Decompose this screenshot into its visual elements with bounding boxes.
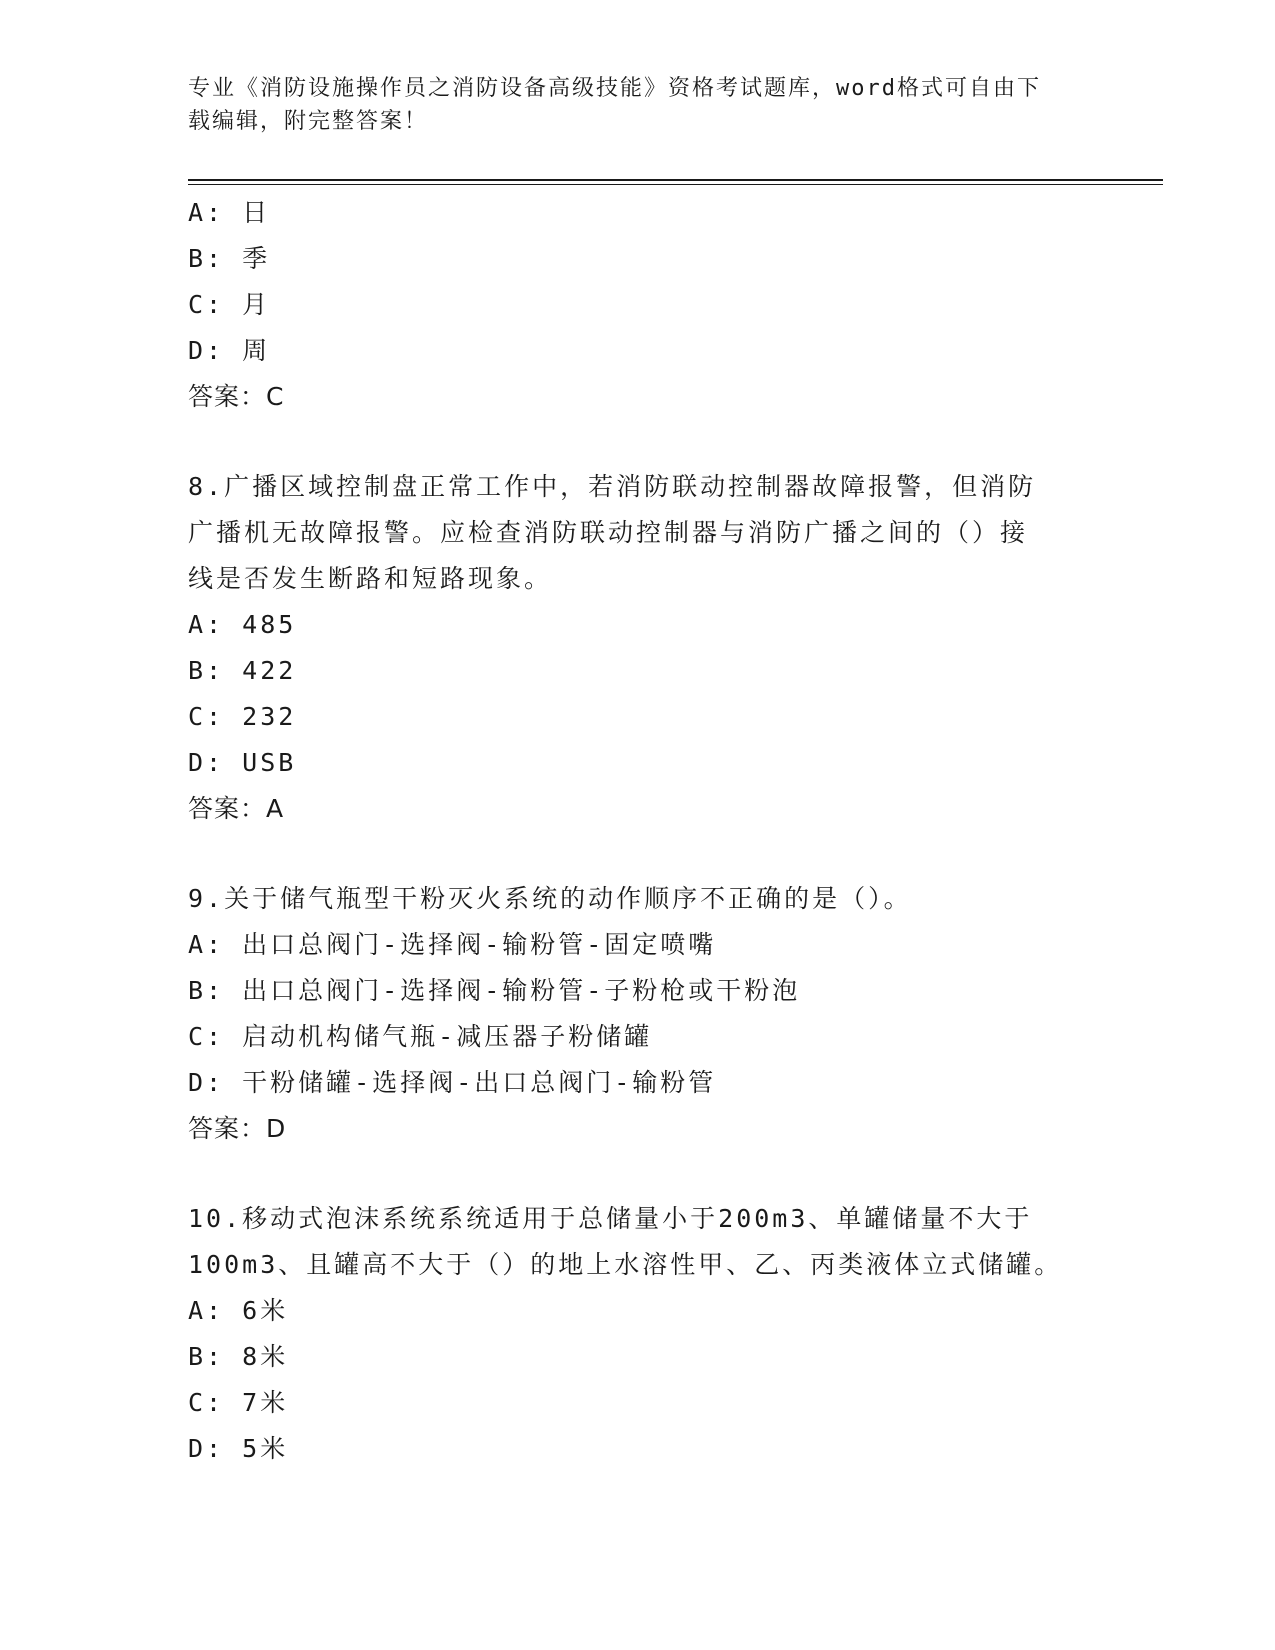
option-b: B: 8米 — [188, 1342, 289, 1371]
option-a: A: 6米 — [188, 1296, 289, 1325]
option-a: A: 485 — [188, 610, 297, 639]
question-text-line: 线是否发生断路和短路现象。 — [188, 564, 553, 593]
answer: 答案：D — [188, 1114, 287, 1143]
option-d: D: USB — [188, 748, 297, 777]
header-line-1: 专业《消防设施操作员之消防设备高级技能》资格考试题库，word格式可自由下 — [188, 76, 1041, 101]
header-divider-thick — [188, 179, 1163, 181]
spacer — [188, 832, 1068, 876]
question-7-partial — [188, 190, 1068, 420]
header-line-2: 载编辑，附完整答案！ — [188, 109, 429, 134]
question-text-line: 8.广播区域控制盘正常工作中，若消防联动控制器故障报警，但消防 — [188, 472, 1037, 501]
question-9 — [188, 876, 1068, 1152]
question-10 — [188, 1196, 1068, 1472]
option-a: A: 出口总阀门-选择阀-输粉管-固定喷嘴 — [188, 930, 717, 959]
document-header — [188, 72, 1068, 138]
question-text-line: 10.移动式泡沫系统系统适用于总储量小于200m3、单罐储量不大于 — [188, 1204, 1033, 1233]
answer: 答案：A — [188, 794, 285, 823]
spacer — [188, 420, 1068, 464]
option-d: D: 干粉储罐-选择阀-出口总阀门-输粉管 — [188, 1068, 717, 1097]
spacer — [188, 1152, 1068, 1196]
option-c: C: 7米 — [188, 1388, 289, 1417]
option-c: C: 启动机构储气瓶-减压器子粉储罐 — [188, 1022, 653, 1051]
option-d: D: 周 — [188, 336, 271, 365]
answer: 答案：C — [188, 382, 285, 411]
header-divider-thin — [188, 184, 1163, 185]
option-b: B: 出口总阀门-选择阀-输粉管-子粉枪或干粉泡 — [188, 976, 801, 1005]
option-b: B: 422 — [188, 656, 297, 685]
option-d: D: 5米 — [188, 1434, 289, 1463]
option-a: A: 日 — [188, 198, 271, 227]
option-b: B: 季 — [188, 244, 271, 273]
question-list — [188, 190, 1068, 1472]
question-8 — [188, 464, 1068, 832]
question-text-line: 100m3、且罐高不大于（）的地上水溶性甲、乙、丙类液体立式储罐。 — [188, 1250, 1063, 1279]
option-c: C: 月 — [188, 290, 271, 319]
option-c: C: 232 — [188, 702, 297, 731]
question-text-line: 广播机无故障报警。应检查消防联动控制器与消防广播之间的（）接 — [188, 518, 1029, 547]
question-text-line: 9.关于储气瓶型干粉灭火系统的动作顺序不正确的是（）。 — [188, 884, 912, 913]
